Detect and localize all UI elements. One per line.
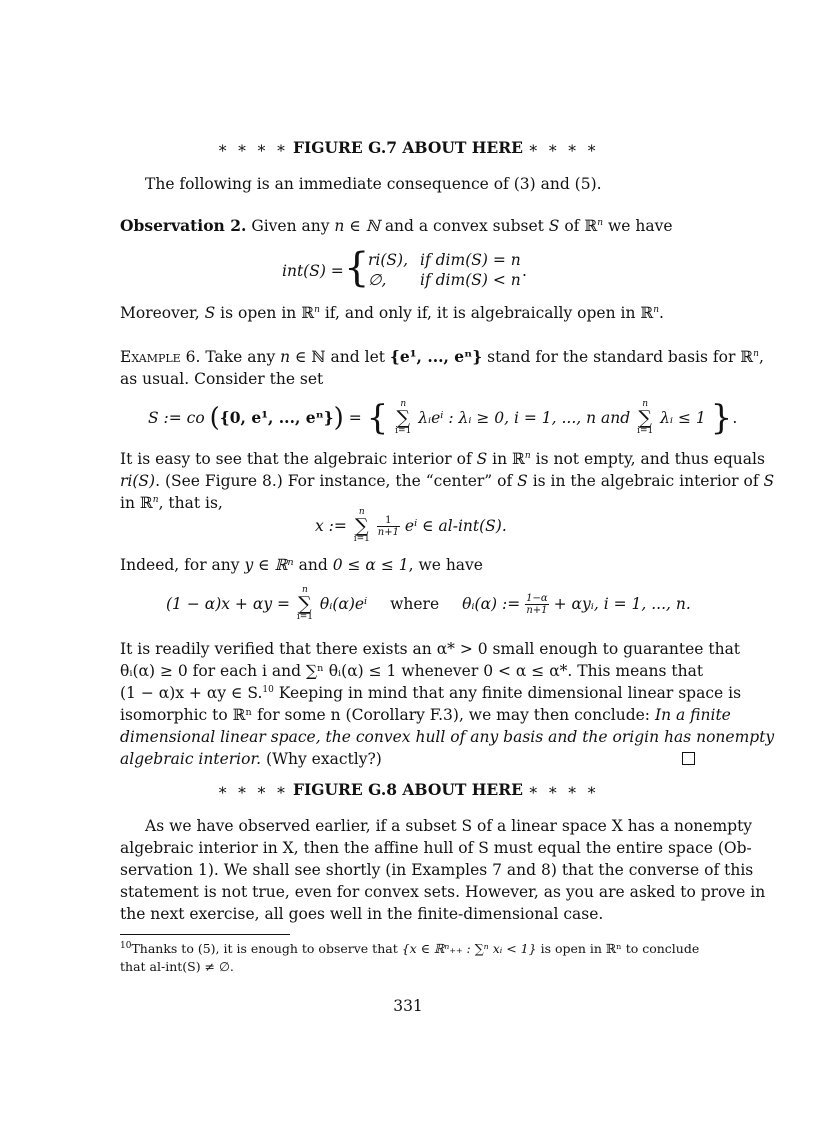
theta-frac-num: 1−α xyxy=(526,592,548,604)
moreover-c: if, and only if, it is algebraically open in xyxy=(319,304,641,322)
closing-line-1: As we have observed earlier, if a subset S of a linear space X has a nonempty xyxy=(145,817,753,835)
ex-p6-b: (Why exactly?) xyxy=(261,750,382,768)
ex-l3-a: It is easy to see that the algebraic interior of xyxy=(120,450,477,468)
figure-label: FIGURE G.8 ABOUT HERE xyxy=(293,780,523,799)
moreover-line: Moreover, S is open in ℝ$^n$ if, and only if, it is algebraically open in ℝ$^n$. xyxy=(120,304,664,322)
example-line-2: as usual. Consider the set xyxy=(120,370,324,388)
stars-left: ∗ ∗ ∗ ∗ xyxy=(217,139,289,157)
x-definition xyxy=(315,508,507,544)
obs-S: S xyxy=(548,217,560,235)
sum-symbol-2: n ∑ i=1 xyxy=(637,399,654,436)
period: . xyxy=(522,262,527,280)
closing-line-2: algebraic interior in X, then the affine hull of S must equal the entire space (Ob- xyxy=(120,839,752,857)
example-para-4 xyxy=(120,704,731,726)
example-para-2: θᵢ(α) ≥ 0 for each i and ∑ⁿ θᵢ(α) ≤ 1 whenever 0 < α ≤ α*. This means that xyxy=(120,662,704,680)
sum1-top: n xyxy=(400,399,407,409)
convex-combination xyxy=(166,586,691,622)
ex-l6-b: y ∈ ℝⁿ xyxy=(244,556,294,574)
sum4-top: n xyxy=(302,585,308,595)
obs-n-in-N: n ∈ ℕ xyxy=(334,217,380,235)
ex-l6-d: 0 ≤ α ≤ 1 xyxy=(332,556,409,574)
ex-l6-e: , we have xyxy=(408,556,483,574)
ex-set-e: {e¹, ..., eⁿ} xyxy=(389,347,483,366)
footnote-mark: 10 xyxy=(120,940,132,951)
ex-p3-a: (1 − α)x + αy ∈ S. xyxy=(120,684,263,702)
sum3-bot: i=1 xyxy=(353,534,370,544)
case1-condition: if dim(S) = n xyxy=(420,251,521,269)
footnote-ref[interactable]: 10 xyxy=(262,684,274,695)
example-line-1: Example 6. Take any n ∈ ℕ and let {e¹, ..., eⁿ} stand for the standard basis for ℝ$^n$, xyxy=(120,347,764,366)
theta-fraction xyxy=(525,593,549,616)
ex-l6-c: and xyxy=(293,556,333,574)
footnote-line-1 xyxy=(120,940,700,957)
ex-l1-c: stand for the standard basis for xyxy=(482,348,741,366)
footnote-line-2: that al-int(S) ≠ ∅. xyxy=(120,959,234,974)
obs-text-b: and a convex subset xyxy=(379,217,549,235)
s-eq: = xyxy=(348,409,362,427)
example-line-5: in ℝ$^n$, that is, xyxy=(120,494,223,512)
obs-text-d: we have xyxy=(603,217,673,235)
sum-symbol-1: n ∑ i=1 xyxy=(395,399,412,436)
sum3-top: n xyxy=(358,507,365,517)
sum-symbol-4: n ∑ i=1 xyxy=(296,585,314,622)
stars-left: ∗ ∗ ∗ ∗ xyxy=(217,781,289,799)
ex-l3-c: is not empty, and thus equals xyxy=(530,450,765,468)
figure-g7-placeholder xyxy=(120,138,696,157)
ex-l1-a: Take any xyxy=(200,348,281,366)
closing-line-5: the next exercise, all goes well in the finite-dimensional case. xyxy=(120,905,604,923)
conv-where: where xyxy=(390,595,440,613)
fn-l1-a: Thanks to (5), it is enough to observe that xyxy=(131,941,402,956)
sum-symbol-3: n ∑ i=1 xyxy=(353,507,370,544)
ex-l1-b: and let xyxy=(325,348,390,366)
x-def-left: x := xyxy=(315,517,347,535)
sum1-bot: i=1 xyxy=(395,426,412,436)
closing-line-3: servation 1). We shall see shortly (in Examples 7 and 8) that the converse of this xyxy=(120,861,754,879)
ex-l4-b: . (See Figure 8.) For instance, the “center” of xyxy=(155,472,518,490)
theta-def: θᵢ(α) := xyxy=(462,595,521,613)
figure-g8-placeholder xyxy=(120,780,696,799)
example-line-4: ri(S). (See Figure 8.) For instance, the “center” of S is in the algebraic interior of S xyxy=(120,472,775,490)
fn-l1-set: {x ∈ ℝⁿ₊₊ : ∑ⁿ xᵢ < 1} xyxy=(401,941,537,956)
observation-label: Observation 2. xyxy=(120,216,247,235)
set-S-definition: S := co ({0, e¹, ..., eⁿ}) = { n ∑ i=1 λᵢeⁱ : λᵢ ≥ 0, i = 1, ..., n and n ∑ i=1 λᵢ ≤ 1 }. xyxy=(148,398,738,438)
footnote-rule xyxy=(120,934,290,935)
closing-line-4: statement is not true, even for convex sets. However, as you are asked to prove in xyxy=(120,883,766,901)
x-fraction xyxy=(377,515,400,538)
theta-rest: + αyᵢ, i = 1, ..., n. xyxy=(553,595,691,613)
moreover-d: . xyxy=(659,304,664,322)
example-line-6 xyxy=(120,554,696,576)
s-def-left: S := co xyxy=(148,409,205,427)
left-brace: { xyxy=(344,245,370,291)
obs-sup-n: n xyxy=(597,217,604,228)
moreover-b: is open in xyxy=(215,304,302,322)
fn-l1-b: is open in ℝⁿ to conclude xyxy=(536,941,700,956)
sum4-bot: i=1 xyxy=(296,612,314,622)
conv-mid: θᵢ(α)eⁱ xyxy=(319,595,368,613)
observation-line xyxy=(120,215,696,237)
obs-text-a: Given any xyxy=(246,217,335,235)
case1-value: ri(S), xyxy=(368,251,409,269)
ex-p4-b: In a finite xyxy=(654,706,731,724)
case2-value: ∅, xyxy=(368,271,387,289)
ex-l4-a: ri(S) xyxy=(120,472,156,490)
ex-l5-a: in xyxy=(120,494,140,512)
case2-condition: if dim(S) < n xyxy=(420,271,521,289)
example-para-6 xyxy=(120,748,696,770)
stars-right: ∗ ∗ ∗ ∗ xyxy=(527,139,599,157)
ex-l4-c2: is in the algebraic interior of xyxy=(527,472,764,490)
obs-Rn: ℝ xyxy=(584,217,598,235)
figure-label: FIGURE G.7 ABOUT HERE xyxy=(293,138,523,157)
moreover-a: Moreover, xyxy=(120,304,205,322)
ex-l5-b: , that is, xyxy=(158,494,223,512)
page-number: 331 xyxy=(393,997,423,1015)
ex-p6-a: algebraic interior. xyxy=(120,750,262,768)
obs-text-c: of xyxy=(559,217,585,235)
ex-p3-b: Keeping in mind that any finite dimensional linear space is xyxy=(273,684,742,702)
conv-left: (1 − α)x + αy = xyxy=(166,595,290,613)
ex-l3-b: in xyxy=(487,450,513,468)
theta-frac-den: n+1 xyxy=(526,604,548,616)
ex-l6-a: Indeed, for any xyxy=(120,556,245,574)
example-para-5: dimensional linear space, the convex hull of any basis and the origin has nonempty xyxy=(120,728,775,746)
example-label: Example 6. xyxy=(120,348,201,366)
example-para-3 xyxy=(120,682,742,704)
x-def-right: eⁱ ∈ al-int(S). xyxy=(404,517,507,535)
sum2-bot: i=1 xyxy=(637,426,654,436)
sum2-top: n xyxy=(642,399,649,409)
s-cond: λᵢ ≤ 1 xyxy=(660,409,706,427)
x-frac-num: 1 xyxy=(377,515,400,527)
example-para-1: It is readily verified that there exists an α* > 0 small enough to guarantee that xyxy=(120,640,741,658)
x-frac-den: n+1 xyxy=(377,526,399,538)
s-term: λᵢeⁱ : λᵢ ≥ 0, i = 1, ..., n and xyxy=(418,409,631,427)
s-def-set: {0, e¹, ..., eⁿ} xyxy=(219,408,334,427)
example-line-3: It is easy to see that the algebraic interior of S in ℝ$^n$ is not empty, and thus equals xyxy=(120,450,765,468)
intro-line: The following is an immediate consequence of (3) and (5). xyxy=(145,175,602,193)
stars-right: ∗ ∗ ∗ ∗ xyxy=(527,781,599,799)
ex-l1-d: , xyxy=(758,348,764,366)
int-S-label: int(S) = xyxy=(282,262,344,280)
ex-p4-a: isomorphic to ℝⁿ for some n (Corollary F.3), we may then conclude: xyxy=(120,706,655,724)
moreover-S: S xyxy=(204,304,216,322)
qed-square-icon xyxy=(682,752,695,765)
